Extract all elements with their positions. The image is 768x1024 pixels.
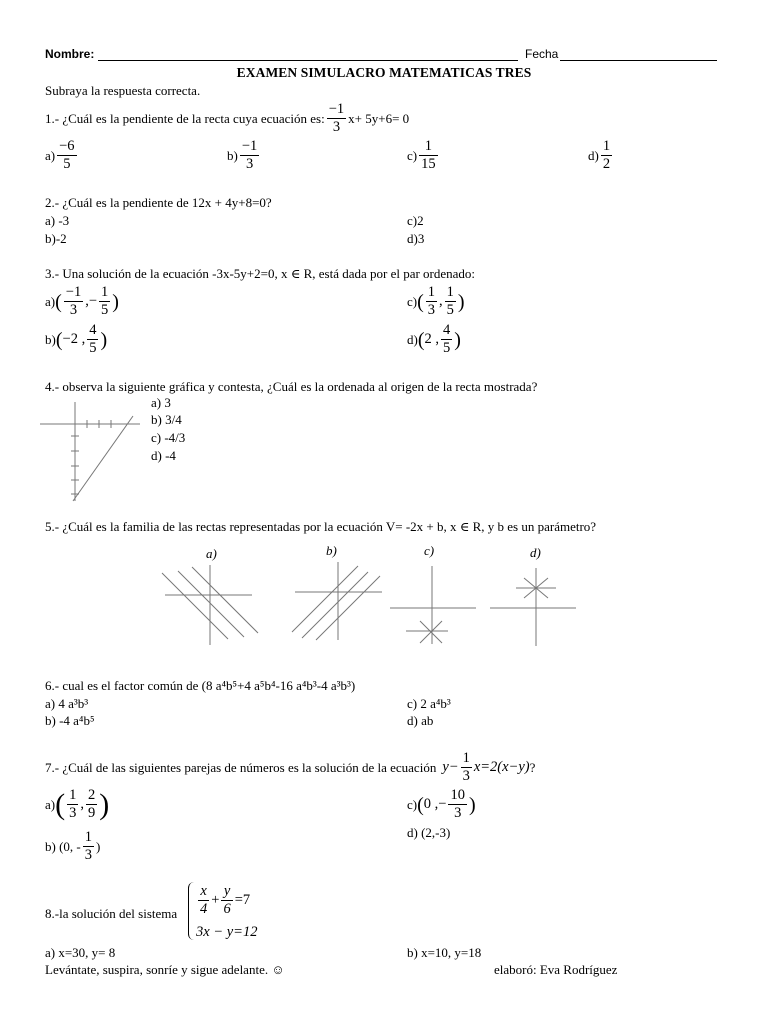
q5-label-d[interactable]: d) — [530, 545, 541, 560]
q3-a-separator: ,− — [85, 293, 98, 310]
date-line[interactable] — [560, 60, 717, 61]
q7-c-first: 0 ,− — [423, 796, 447, 813]
q1-a-fraction: $\frac{-6}{5}$ — [59, 138, 75, 173]
q7-eq-question: ? — [529, 760, 536, 776]
q8-equation-2: 3x − y=12 — [196, 924, 258, 940]
q3-a-label: a) — [45, 294, 56, 310]
q1-option-c[interactable] — [407, 139, 440, 172]
q7-option-c[interactable] — [407, 788, 476, 821]
q1-option-d[interactable] — [588, 139, 614, 172]
q3-a-fraction-2: $\frac{1}{5}$ — [101, 284, 109, 319]
q1-option-b[interactable] — [227, 139, 261, 172]
footer-author: elaboró: Eva Rodríguez — [494, 962, 618, 977]
q8-eq1-fraction-2: $\frac{y}{6}$ — [223, 883, 231, 918]
q3-b-open-paren: ( — [55, 328, 63, 351]
q7-eq-rest: x=2(x−y) — [473, 759, 530, 776]
q6-option-c[interactable]: c) 2 a⁴b³ — [407, 696, 451, 711]
q3-option-b[interactable] — [45, 323, 107, 356]
q5-graph-d — [488, 564, 578, 646]
q4-line-graph — [35, 396, 145, 506]
q1-prompt-text: 1.- ¿Cuál es la pendiente de la recta cuya ecuación es: — [45, 111, 325, 127]
q5-graph-c — [388, 566, 480, 646]
q5-graph-a — [160, 565, 260, 645]
q4-option-a[interactable]: a) 3 — [151, 395, 171, 410]
q3-d-first: 2 , — [424, 331, 440, 348]
q1-eq-rest: x+ 5y+6= 0 — [348, 111, 410, 127]
q3-b-label: b) — [45, 332, 56, 348]
q8-eq1-rest: =7 — [234, 892, 251, 909]
q3-a-fraction-1: $\frac{-1}{3}$ — [65, 284, 82, 319]
q2-option-a[interactable]: a) -3 — [45, 213, 70, 228]
instruction: Subraya la respuesta correcta. — [45, 83, 201, 98]
q2-option-d[interactable]: d)3 — [407, 231, 425, 246]
q5-graph-b — [290, 562, 385, 642]
q3-option-c[interactable] — [407, 285, 465, 318]
q3-b-fraction: $\frac{4}{5}$ — [89, 322, 97, 357]
q7-a-close-paren: ) — [99, 787, 110, 821]
q5-label-c[interactable]: c) — [424, 543, 435, 558]
q7-prompt-text: 7.- ¿Cuál de las siguientes parejas de números es la solución de la ecuación — [45, 760, 437, 776]
date-label: Fecha — [525, 47, 559, 61]
q1-a-label: a) — [45, 148, 56, 164]
q1-eq-fraction: $\frac{-1}{3}$ — [328, 101, 345, 136]
page-title: EXAMEN SIMULACRO MATEMATICAS TRES — [236, 65, 532, 80]
q1-prompt — [45, 102, 409, 135]
footer-motto: Levántate, suspira, sonríe y sigue adelante. ☺ — [45, 962, 285, 977]
q3-a-open-paren: ( — [55, 290, 62, 313]
q3-c-close-paren: ) — [457, 290, 465, 313]
q4-option-c[interactable]: c) -4/3 — [151, 430, 186, 445]
q8-system-brace — [188, 882, 194, 940]
name-label: Nombre: — [45, 47, 95, 61]
q8-option-a[interactable]: a) x=30, y= 8 — [45, 945, 116, 960]
q3-c-fraction-1: $\frac{1}{3}$ — [427, 284, 436, 319]
q3-prompt: 3.- Una solución de la ecuación -3x-5y+2=0, x ∈ R, está dada por el par ordenado: — [45, 266, 476, 281]
q5-label-a[interactable]: a) — [206, 546, 217, 561]
q8-equation-1 — [196, 884, 250, 917]
q6-option-b[interactable]: b) -4 a⁴b⁵ — [45, 713, 95, 728]
q1-b-label: b) — [227, 148, 238, 164]
q3-c-separator: , — [439, 293, 443, 310]
q5-label-b[interactable]: b) — [326, 543, 337, 558]
q7-a-fraction-2: $\frac{2}{9}$ — [87, 787, 96, 822]
q7-a-open-paren: ( — [55, 787, 66, 821]
q7-a-separator: , — [80, 796, 84, 813]
q7-b-close: ) — [96, 839, 101, 855]
q4-plotted-line — [73, 416, 133, 501]
q3-c-open-paren: ( — [417, 290, 424, 313]
q1-c-label: c) — [407, 148, 418, 164]
q8-prompt: 8.-la solución del sistema — [45, 906, 178, 921]
q3-option-a[interactable] — [45, 285, 119, 318]
q1-d-fraction: $\frac{1}{2}$ — [602, 138, 611, 173]
q2-option-b[interactable]: b)-2 — [45, 231, 67, 246]
q7-b-label: b) (0, - — [45, 839, 81, 855]
q4-prompt: 4.- observa la siguiente gráfica y contesta, ¿Cuál es la ordenada al origen de la recta mostrada? — [45, 379, 538, 394]
q7-c-label: c) — [407, 797, 418, 813]
q3-c-label: c) — [407, 294, 418, 310]
q7-a-label: a) — [45, 797, 56, 813]
q1-option-a[interactable] — [45, 139, 79, 172]
q4-option-d[interactable]: d) -4 — [151, 448, 176, 463]
q1-c-fraction: $\frac{1}{15}$ — [421, 138, 436, 173]
q7-prompt — [45, 751, 535, 784]
q7-option-d[interactable]: d) (2,-3) — [407, 825, 451, 840]
q3-b-first: −2 , — [62, 331, 86, 348]
q7-c-fraction: $\frac{10}{3}$ — [450, 787, 465, 822]
q5-prompt: 5.- ¿Cuál es la familia de las rectas representadas por la ecuación V= -2x + b, x ∈ R, y b es un parámetro? — [45, 519, 597, 534]
q3-b-close-paren: ) — [100, 328, 108, 351]
q8-option-b[interactable]: b) x=10, y=18 — [407, 945, 482, 960]
q6-option-a[interactable]: a) 4 a³b³ — [45, 696, 89, 711]
q7-b-fraction: $\frac{1}{3}$ — [84, 829, 92, 864]
q8-eq1-fraction-1: $\frac{x}{4}$ — [200, 883, 208, 918]
q2-prompt: 2.- ¿Cuál es la pendiente de 12x + 4y+8=0? — [45, 195, 272, 210]
q3-d-label: d) — [407, 332, 418, 348]
q7-eq-y: y− — [442, 759, 459, 776]
q3-d-open-paren: ( — [417, 328, 425, 351]
q6-option-d[interactable]: d) ab — [407, 713, 434, 728]
q3-a-close-paren: ) — [112, 290, 119, 313]
q3-option-d[interactable] — [407, 323, 461, 356]
q8-eq1-plus: + — [211, 892, 220, 909]
q3-d-fraction: $\frac{4}{5}$ — [443, 322, 451, 357]
q7-c-close-paren: ) — [468, 793, 476, 816]
q6-prompt: 6.- cual es el factor común de (8 a⁴b⁵+4 a⁵b⁴-16 a⁴b³-4 a³b³) — [45, 678, 356, 693]
q2-option-c[interactable]: c)2 — [407, 213, 424, 228]
q7-option-a[interactable] — [45, 788, 109, 821]
q1-d-label: d) — [588, 148, 599, 164]
q7-option-b[interactable] — [45, 830, 100, 863]
q3-d-close-paren: ) — [454, 328, 461, 351]
q7-a-fraction-1: $\frac{1}{3}$ — [69, 787, 77, 822]
q7-eq-fraction: $\frac{1}{3}$ — [462, 750, 470, 785]
q7-c-open-paren: ( — [417, 793, 424, 816]
q3-c-fraction-2: $\frac{1}{5}$ — [446, 284, 454, 319]
name-line[interactable] — [98, 60, 518, 61]
q1-b-fraction: $\frac{-1}{3}$ — [241, 138, 258, 173]
q4-option-b[interactable]: b) 3/4 — [151, 412, 182, 427]
